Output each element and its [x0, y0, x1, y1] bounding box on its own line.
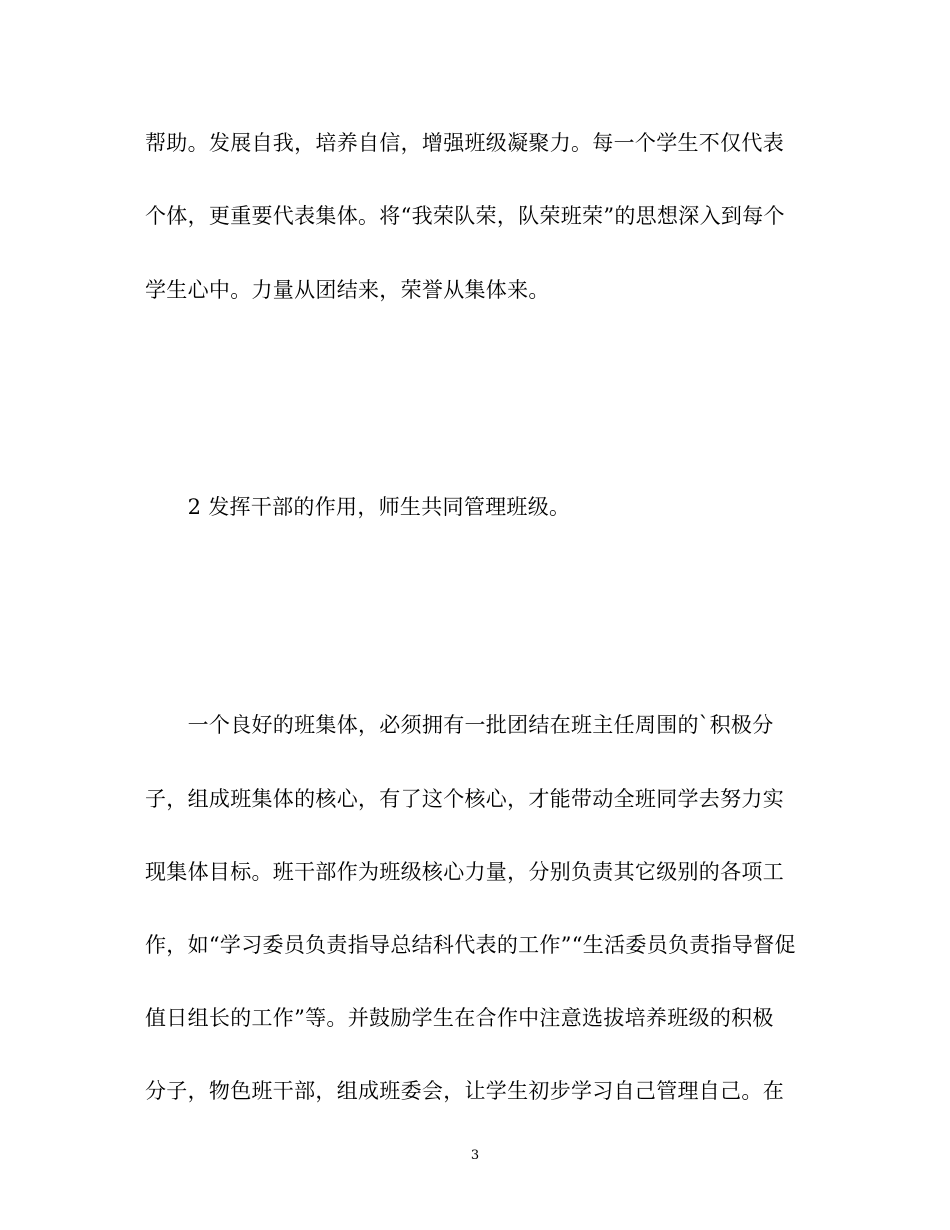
- paragraph-1-line-3: 学生心中。力量从团结来，荣誉从集体来。: [145, 278, 550, 302]
- paragraph-3-line-5: 值日组长的工作”等。并鼓励学生在合作中注意选拔培养班级的积极: [145, 1006, 774, 1030]
- paragraph-3-line-2: 子，组成班集体的核心，有了这个核心，才能带动全班同学去努力实: [145, 787, 784, 811]
- paragraph-1-line-2: 个体，更重要代表集体。将“我荣队荣，队荣班荣”的思想深入到每个: [145, 204, 785, 228]
- paragraph-3-line-6: 分子，物色班干部，组成班委会，让学生初步学习自己管理自己。在: [145, 1079, 784, 1103]
- paragraph-3-line-1: 一个良好的班集体，必须拥有一批团结在班主任周围的`积极分: [145, 713, 774, 737]
- section-heading-2: 2 发挥干部的作用，师生共同管理班级。: [145, 495, 571, 519]
- paragraph-3-line-4: 作，如“学习委员负责指导总结科代表的工作”“生活委员负责指导督促: [145, 933, 796, 957]
- page-number: 3: [470, 1148, 480, 1163]
- paragraph-1-line-1: 帮助。发展自我，培养自信，增强班级凝聚力。每一个学生不仅代表: [145, 131, 784, 155]
- paragraph-3-line-3: 现集体目标。班干部作为班级核心力量，分别负责其它级别的各项工: [145, 860, 784, 884]
